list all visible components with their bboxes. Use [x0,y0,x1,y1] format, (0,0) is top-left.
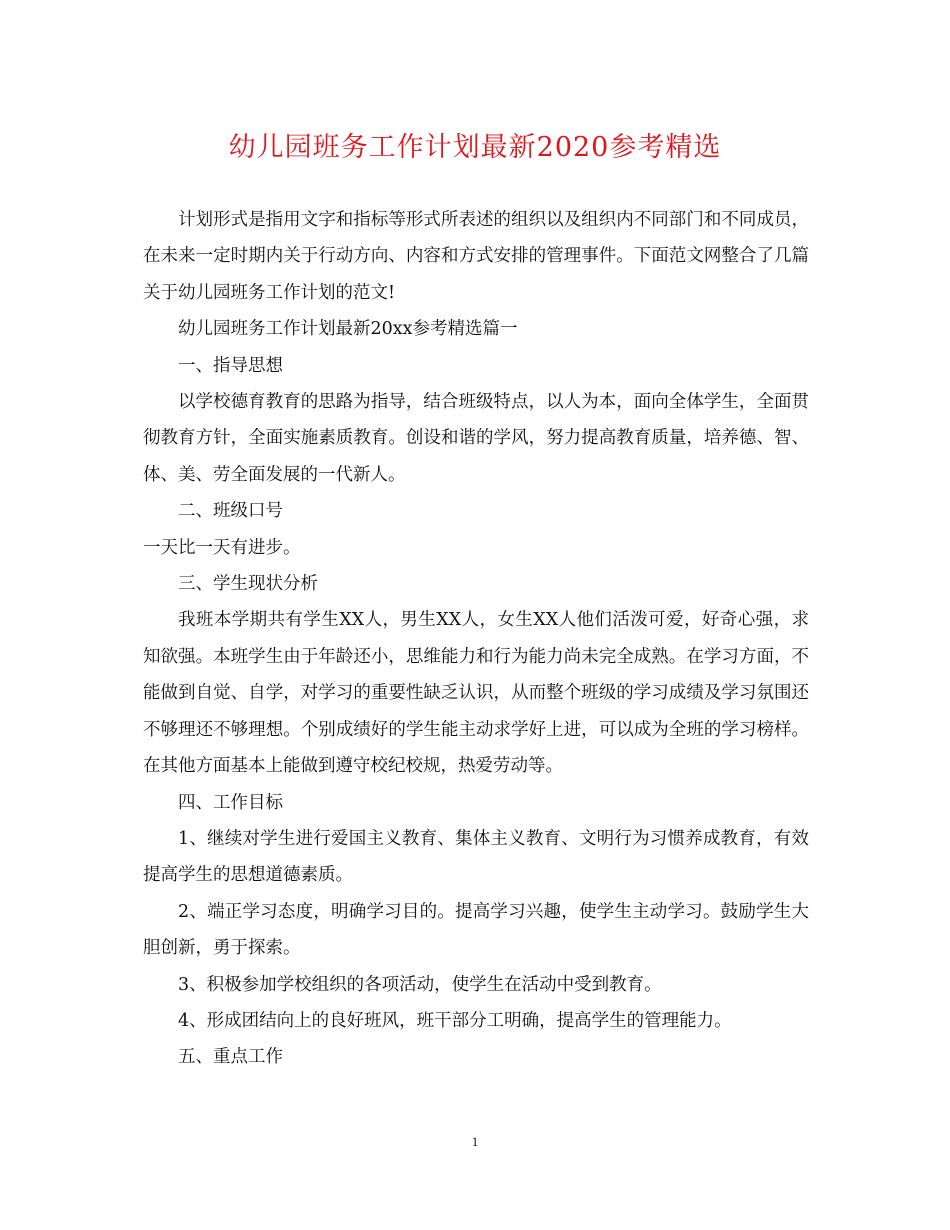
document-body [143,202,809,1076]
goal-item-4: 4、形成团结向上的良好班风，班干部分工明确，提高学生的管理能力。 [178,1010,732,1031]
goal-item-1: 1、继续对学生进行爱国主义教育、集体主义教育、文明行为习惯养成教育，有效提高学生的思想道德素质。 [143,828,809,886]
heading-class-slogan: 二、班级口号 [178,501,283,522]
document-title: 幼儿园班务工作计划最新2020参考精选 [228,132,722,163]
heading-student-analysis: 三、学生现状分析 [178,574,318,595]
intro-paragraph: 计划形式是指用文字和指标等形式所表述的组织以及组织内不同部门和不同成员，在未来一定时期内关于行动方向、内容和方式安排的管理事件。下面范文网整合了几篇关于幼儿园班务工作计划的范文! [143,210,809,303]
page-number: 1 [471,1134,479,1149]
paragraph-class-slogan: 一天比一天有进步。 [143,537,301,558]
heading-guiding-thought: 一、指导思想 [178,355,283,376]
heading-work-goals: 四、工作目标 [178,792,283,813]
goal-item-2: 2、端正学习态度，明确学习目的。提高学习兴趣，使学生主动学习。鼓励学生大胆创新，勇于探索。 [143,901,809,959]
paragraph-guiding-thought: 以学校德育教育的思路为指导，结合班级特点，以人为本，面向全体学生，全面贯彻教育方针，全面实施素质教育。创设和谐的学风，努力提高教育质量，培养德、智、体、美、劳全面发展的一代新人。 [143,392,809,485]
goal-item-3: 3、积极参加学校组织的各项活动，使学生在活动中受到教育。 [178,974,662,995]
paragraph-student-analysis: 我班本学期共有学生XX人，男生XX人，女生XX人他们活泼可爱，好奇心强，求知欲强。本班学生由于年龄还小，思维能力和行为能力尚未完全成熟。在学习方面，不能做到自觉、自学，对学习的重要性缺乏认识，从而整个班级的学习成绩及学习氛围还不够理还不够理想。个别成绩好的学生能主动求学好上进，可以成为全班的学习榜样。在其他方面基本上能做到遵守校纪校规，热爱劳动等。 [143,610,809,777]
heading-key-work: 五、重点工作 [178,1047,283,1068]
section-title: 幼儿园班务工作计划最新20xx参考精选篇一 [178,319,518,340]
